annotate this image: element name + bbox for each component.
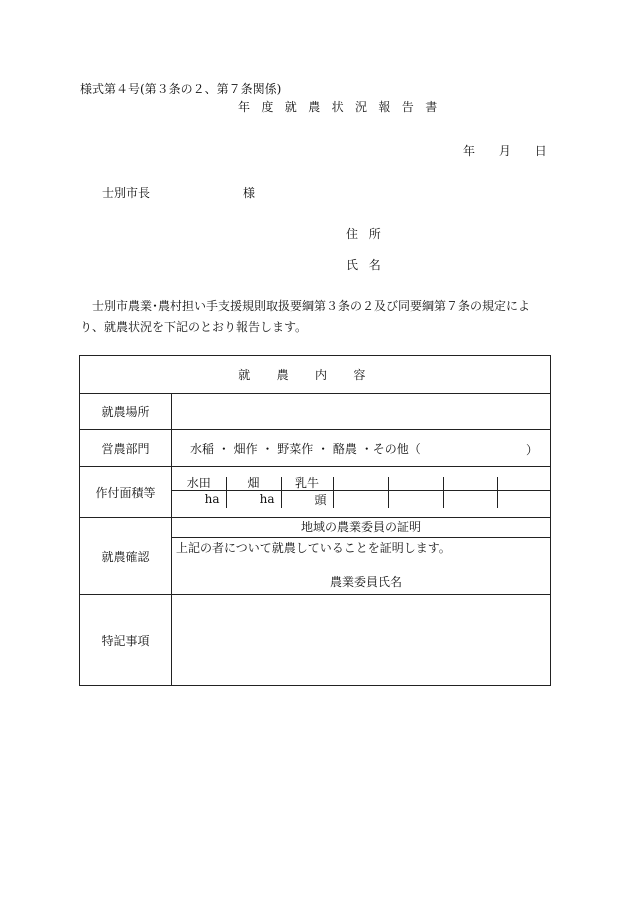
row-place — [80, 394, 551, 430]
document-title: 年度就農状況報告書 — [238, 100, 449, 114]
date-year: 年 — [463, 144, 476, 158]
date-month: 月 — [498, 144, 511, 158]
dept-label: 営農部門 — [80, 430, 172, 467]
confirm-label: 就農確認 — [80, 518, 172, 595]
area-grid — [172, 477, 550, 508]
area-label: 作付面積等 — [80, 467, 172, 518]
address-label: 住所 — [346, 227, 392, 241]
addressee-honorific: 様 — [243, 186, 256, 200]
row-notes — [80, 595, 551, 686]
crop-value-blank[interactable] — [443, 490, 497, 508]
crop-header-blank[interactable] — [443, 477, 497, 491]
dept-options-text: 水稲 ・ 畑作 ・ 野菜作 ・ 酪農 ・その他（ — [190, 441, 421, 456]
report-table — [79, 355, 551, 686]
crop-header-blank[interactable] — [388, 477, 443, 491]
name-label: 氏名 — [346, 258, 392, 272]
crop-value-paddy[interactable]: ha — [172, 490, 226, 508]
crop-header-blank[interactable] — [333, 477, 388, 491]
place-label: 就農場所 — [80, 394, 172, 430]
crop-value-blank[interactable] — [333, 490, 388, 508]
crop-value-blank[interactable] — [388, 490, 443, 508]
crop-value-dairy[interactable]: 頭 — [281, 490, 333, 508]
cert-text: 上記の者について就農していることを証明します。 — [176, 541, 451, 555]
crop-header-field: 畑 — [226, 477, 281, 491]
dept-options[interactable] — [172, 430, 551, 467]
crop-header-paddy: 水田 — [172, 477, 226, 491]
place-field[interactable] — [172, 394, 551, 430]
crop-value-field[interactable]: ha — [226, 490, 281, 508]
cert-sign-label: 農業委員氏名 — [329, 575, 402, 589]
row-confirm — [80, 518, 551, 595]
date-day: 日 — [534, 144, 547, 158]
date-line — [463, 142, 547, 159]
crop-header-dairy: 乳牛 — [281, 477, 333, 491]
table-header: 就農内容 — [80, 356, 551, 394]
addressee-mayor: 士別市長 — [102, 186, 151, 200]
cert-title: 地域の農業委員の証明 — [172, 518, 550, 538]
notes-field[interactable] — [172, 595, 551, 686]
row-dept — [80, 430, 551, 467]
form-number: 様式第４号(第３条の２、第７条関係) — [80, 82, 282, 96]
area-grid-cell — [172, 467, 551, 518]
dept-close-paren: ） — [525, 443, 538, 457]
certification-cell — [172, 518, 551, 595]
row-area — [80, 467, 551, 518]
notes-label: 特記事項 — [80, 595, 172, 686]
crop-header-blank[interactable] — [497, 477, 550, 491]
body-text: 士別市農業･農村担い手支援規則取扱要綱第３条の２及び同要綱第７条の規定により、就農状況を下記のとおり報告します。 — [80, 299, 531, 334]
crop-value-blank[interactable] — [497, 490, 550, 508]
